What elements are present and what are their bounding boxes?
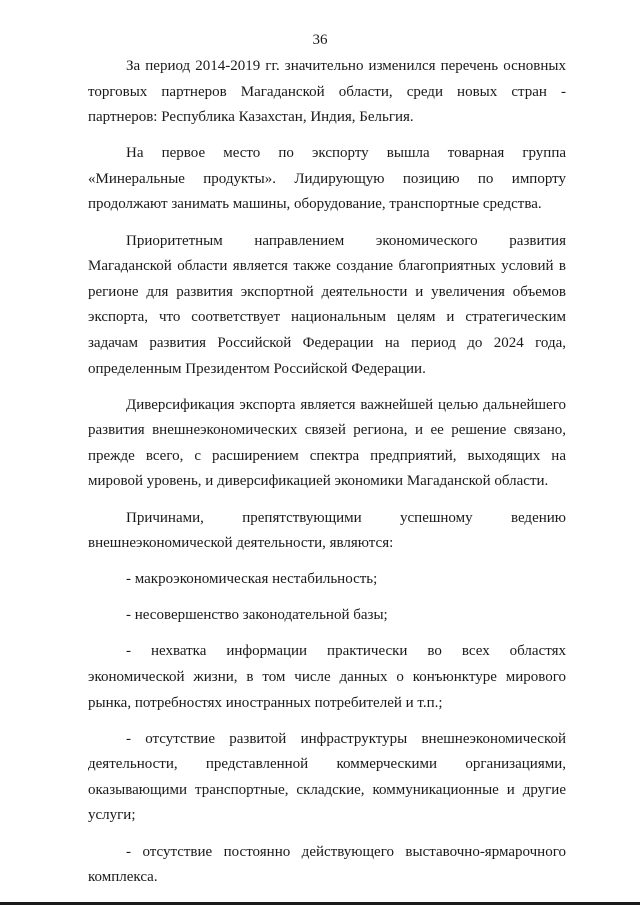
paragraph-trade-partners: За период 2014-2019 гг. значительно изменился перечень основных торговых партнеров Магаданской области, среди новых стран - партнеров: Республика Казахстан, Индия, Бельгия. (88, 58, 566, 126)
list-item-legislation: - несовершенство законодательной базы; (126, 607, 388, 624)
list-item-exhibition: - отсутствие постоянно действующего выставочно-ярмарочного комплекса. (88, 843, 566, 886)
paragraph-obstacles-intro: Причинами, препятствующими успешному ведению внешнеэкономической деятельности, являются: (88, 509, 566, 552)
paragraph-priority-direction: Приоритетным направлением экономического развития Магаданской области является также создание благоприятных условий в регионе для развития экспортной деятельности и увеличения объемов экспорта, что соответствует национальным целям и стратегическим задачам развития Российской Федерации на период до 2024 года, определенным Президентом Российской Федерации. (88, 232, 566, 377)
list-item-information: - нехватка информации практически во всех областях экономической жизни, в том числе данных о конъюнктуре мирового рынка, потребностях иностранных потребителей и т.п.; (88, 643, 566, 711)
list-item-instability: - макроэкономическая нестабильность; (126, 571, 378, 588)
paragraph-diversification: Диверсификация экспорта является важнейшей целью дальнейшего развития внешнеэкономических связей региона, и ее решение связано, прежде всего, с расширением спектра предприятий, выходящих на мировой уровень, и диверсификацией экономики Магаданской области. (88, 396, 566, 490)
page-number: 36 (312, 32, 328, 48)
paragraph-export-import: На первое место по экспорту вышла товарная группа «Минеральные продукты». Лидирующую позицию по импорту продолжают занимать машины, оборудование, транспортные средства. (88, 145, 566, 213)
document-body (88, 54, 566, 891)
list-item-infrastructure: - отсутствие развитой инфраструктуры внешнеэкономической деятельности, представленной коммерческими организациями, оказывающими транспортные, складские, коммуникационные и другие услуги; (88, 730, 566, 824)
